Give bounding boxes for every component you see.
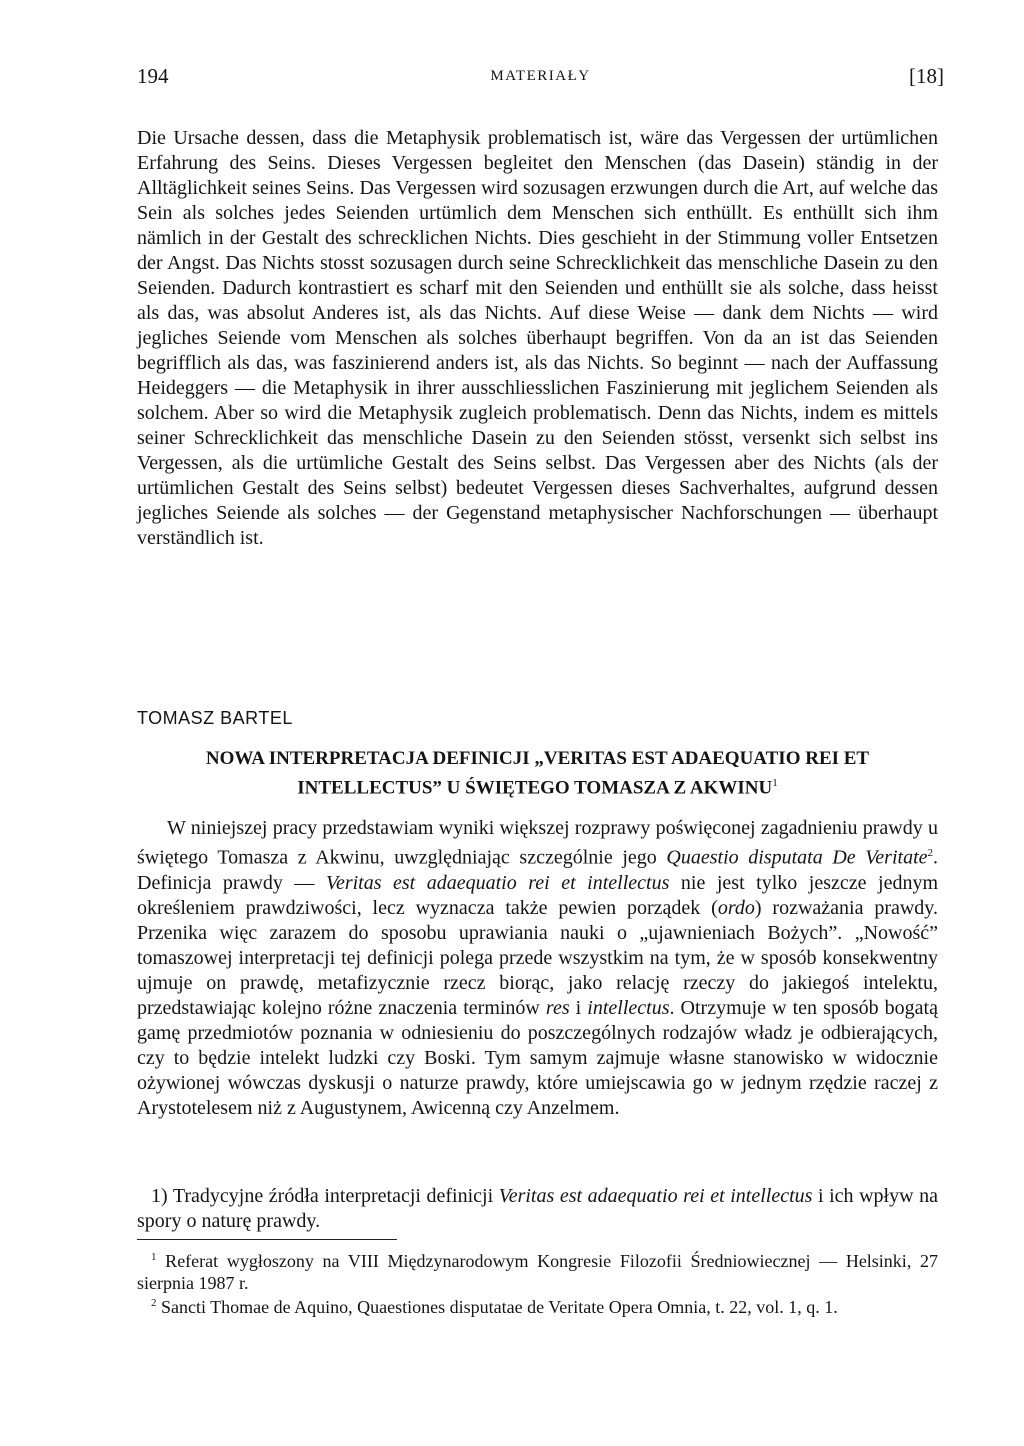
page-reference: [18] [909,64,944,88]
footnote-2-mark: 2 [151,1297,157,1309]
article-title [137,746,938,800]
intro-text-1: W niniejszej pracy przedstawiam wyniki większej rozprawy poświęconej zagadnieniu prawdy u świętego Tomasza z Akwinu, uwzględniając szczególnie jego [137,817,938,869]
footnote-1-mark: 1 [151,1251,157,1263]
intro-italic-1: Quaestio disputata De Veritate [666,846,928,869]
footnote-1 [137,1246,938,1294]
footnote-mark-2: 2 [927,847,934,859]
intro-italic-2: Veritas est adaequatio rei et intellectus [325,871,670,894]
title-footnote-mark: 1 [772,777,778,789]
running-title: MATERIAŁY [490,68,591,84]
intro-text-5: . Otrzymuje w ten sposób bogatą gamę przedmiotów poznania w odniesieniu do poszczególnych rodzajów władz je odbierających, czy to będzie intelekt ludzki czy Boski. Tym samym zajmuje własne stanowisko w widocznie ożywionej wówczas dyskusji o naturze prawdy, które umiejscawia go w jednym rzędzie raczej z Arystotelesem niż z Augustynem, Awicenną czy Anzelmem. [137,996,938,1119]
footnote-2-text-2: , t. 22, vol. 1, q. 1. [706,1297,838,1317]
section-text-1: 1) Tradycyjne źródła interpretacji definicji [151,1185,499,1207]
intro-italic-res: res [545,996,570,1019]
intro-paragraph [137,816,938,1121]
section-italic-1: Veritas est adaequatio rei et intellectus [498,1185,813,1207]
footnote-2 [137,1292,938,1318]
article-author: TOMASZ BARTEL [137,708,293,728]
footnote-divider [137,1239,397,1240]
intro-text-and: i [569,996,588,1019]
footnote-2-italic: Quaestiones disputatae de Veritate Opera Omnia [357,1297,707,1317]
page-header [137,64,944,96]
intro-text-4: ) rozważania prawdy. Przenika więc zarazem do sposobu uprawiania nauki o „ujawnieniach Bożych”. „Nowość” tomaszowej interpretacji tej definicji polega przede wszystkim na tym, że w sposób konsekwentny ujmuje on prawdę, metafizycznie rzecz biorąc, jako relację rzeczy do jakiegoś intelektu, przedstawiając kolejno różne znaczenia terminów [137,896,939,1019]
intro-italic-3: ordo [717,896,755,919]
article-title-text: NOWA INTERPRETACJA DEFINICJI „VERITAS EST ADAEQUATIO REI ET INTELLECTUS” U ŚWIĘTEGO TOMASZA Z AKWINU [205,748,870,799]
german-paragraph: Die Ursache dessen, dass die Metaphysik problematisch ist, wäre das Vergessen der urtümlichen Erfahrung des Seins. Dieses Vergessen begleitet den Menschen (das Dasein) ständig in der Alltäglichkeit seines Seins. Das Vergessen wird sozusagen erzwungen durch die Art, auf welche das Sein als solches jedes Seienden urtümlich dem Menschen sich enthüllt. Es enthüllt sich ihm nämlich in der Gestalt des schrecklichen Nichts. Dies geschieht in der Stimmung voller Entsetzen der Angst. Das Nichts stosst sozusagen durch seine Schrecklichkeit das menschliche Dasein zu den Seienden. Dadurch kontrastiert es scharf mit den Seienden und enthüllt sie als solche, dass heisst als das, was absolut Anderes ist, als das Nichts. Auf diese Weise — dank dem Nichts — wird jegliches Seiende vom Menschen als solches überhaupt begriffen. Von da an ist das Seienden begrifflich als das, was faszinierend anders ist, als das Nichts. So beginnt — nach der Auffassung Heideggers — die Metaphysik in ihrer ausschliesslichen Faszinierung mit jeglichem Seienden als solchem. Aber so wird die Metaphysik zugleich problematisch. Denn das Nichts, indem es mittels seiner Schrecklichkeit das menschliche Dasein zu den Seienden stösst, versenkt sich selbst ins Vergessen, als die urtümliche Gestalt des Seins selbst. Das Vergessen aber des Nichts (als der urtümlichen Gestalt des Seins selbst) bedeutet Vergessen dieses Sachverhaltes, aufgrund dessen jegliches Seiende als solches — der Gegenstand metaphysischer Nachforschungen — überhaupt verständlich ist. [137,127,938,549]
section-heading-paragraph [137,1184,938,1234]
intro-text-2: . Definicja prawdy — [137,846,939,894]
page-number: 194 [137,64,169,88]
intro-italic-intellectus: intellectus [587,996,670,1019]
footnote-2-text-1: Sancti Thomae de Aquino, [156,1297,358,1317]
section-text-2: i ich wpływ na spory o naturę prawdy. [137,1185,938,1232]
intro-text-3: nie jest tylko jeszcze jednym określeniem prawdziwości, lecz wyznacza także pewien porządek ( [137,871,938,919]
footnote-1-text: Referat wygłoszony na VIII Międzynarodowym Kongresie Filozofii Średniowiecznej — Helsinki, 27 sierpnia 1987 r. [137,1251,938,1293]
